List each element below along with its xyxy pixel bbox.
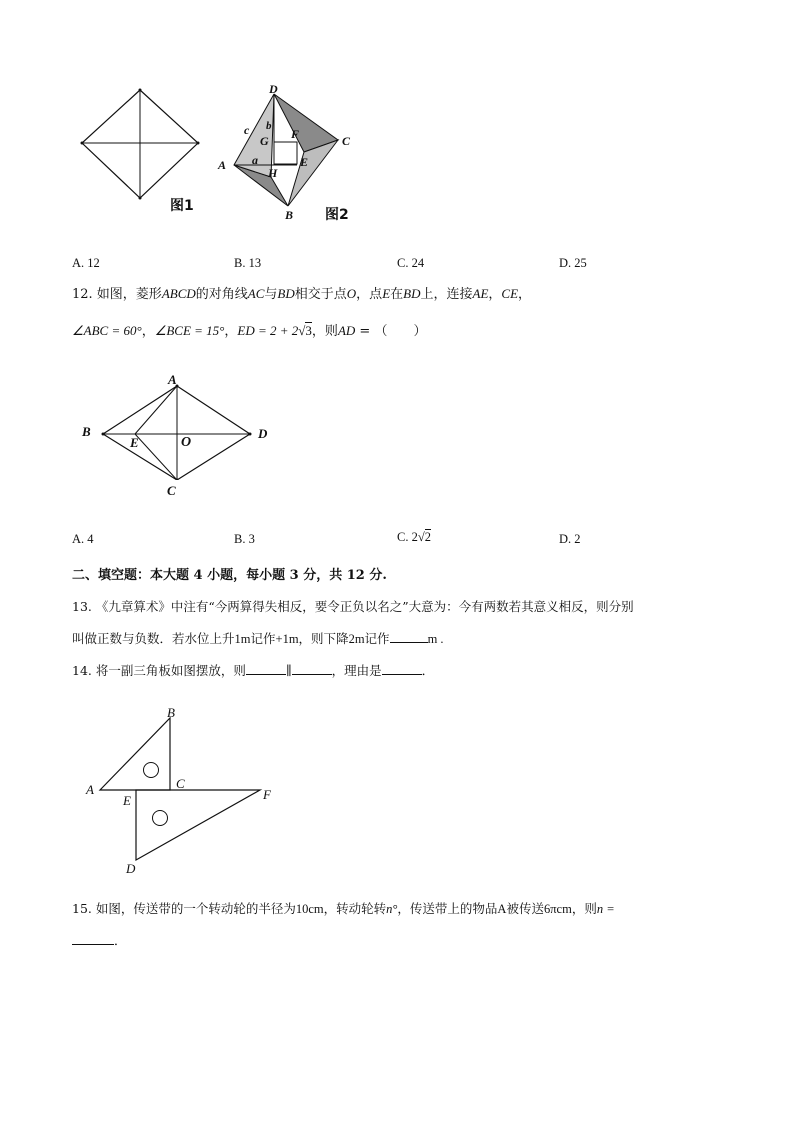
q12-prefix: 12. 如图，菱形	[72, 287, 162, 302]
q14-label-E: E	[123, 793, 131, 808]
q12-then: ，则	[311, 324, 338, 339]
q14-line	[72, 662, 434, 680]
q12-option-a: A. 4	[72, 532, 94, 546]
fig2-label-F: F	[291, 127, 300, 141]
q13-answer-blank[interactable]	[390, 630, 428, 643]
q12-label-C: C	[167, 483, 176, 498]
q15-text-g: 被传送	[506, 901, 544, 916]
q13-plus-1m: +1m	[275, 632, 299, 646]
q14-blank-3[interactable]	[382, 662, 422, 675]
q13-unit: m .	[427, 632, 444, 646]
q12-option-b: B. 3	[234, 532, 255, 546]
q12-e: E	[382, 286, 391, 301]
fig2-label-E: E	[300, 155, 309, 169]
q12-rhombus-figure	[95, 380, 268, 480]
q12-text-h: ，	[518, 287, 532, 302]
figure-2-zhao-shuang-diagram	[212, 78, 362, 223]
q14-mid: ，理由是	[331, 663, 382, 678]
q12-line-2	[72, 322, 426, 341]
fig2-label-C: C	[342, 134, 351, 148]
q15-line-1	[72, 900, 615, 918]
q15-text-a: 15. 如图，传送带的一个转动轮的半径为	[72, 901, 296, 916]
q15-end: ．	[114, 933, 127, 948]
q13-line-1: 13. 《九章算术》中注有“今两算得失相反，要令正负以名之”大意为：今有两数若其意义相反，则分别	[72, 599, 634, 614]
q13-text-c: 记作	[250, 631, 276, 646]
q12-option-c	[397, 530, 431, 545]
q12-option-c-radicand: 2	[424, 530, 431, 544]
q14-blank-1[interactable]	[246, 662, 286, 675]
q14-label-B: B	[167, 705, 175, 720]
q12-option-d: D. 2	[559, 532, 581, 546]
fig2-label-b: b	[266, 120, 272, 132]
figure-1-square-diagonals	[70, 80, 220, 230]
fig2-label-H: H	[268, 166, 278, 180]
q15-text-i: ，则	[571, 901, 597, 916]
q15-item-a: A	[497, 902, 507, 916]
q15-radius: 10cm	[295, 902, 324, 916]
fig2-label-c: c	[244, 123, 250, 137]
q14-prefix: 14. 将一副三角板如图摆放，则	[72, 663, 246, 678]
q12-text-f: 上，连接	[420, 287, 473, 302]
q14-label-F: F	[263, 787, 271, 802]
q12-angle-abc: ∠ABC = 60°	[72, 323, 142, 338]
fig2-label-G: G	[260, 134, 269, 148]
q11-option-a: A. 12	[72, 256, 100, 270]
q14-set-squares-figure	[90, 700, 280, 870]
q12-sqrt-radicand: 3	[305, 323, 312, 338]
q13-text-e: ，则下降	[298, 631, 349, 646]
q15-answer-blank[interactable]	[72, 932, 114, 945]
q15-distance: 6πcm	[543, 902, 572, 916]
q14-label-D: D	[126, 861, 136, 876]
q12-option-c-sqrt: √2	[417, 530, 431, 544]
q13-text-a: 叫做正数与负数．若水位上升	[72, 631, 235, 646]
q12-text-d: ，点	[356, 287, 383, 302]
q15-text-e: ，传送带上的物品	[397, 901, 498, 916]
q11-option-b: B. 13	[234, 256, 262, 270]
q12-label-O: O	[181, 435, 192, 450]
q12-angle-bce: ∠BCE = 15°	[154, 323, 225, 338]
q12-text-e: 在	[390, 287, 404, 302]
figure-1-caption: 图1	[170, 198, 194, 214]
q12-sqrt-3: √3	[298, 323, 312, 338]
q12-label-E: E	[130, 435, 139, 450]
q13-1m: 1m	[234, 632, 251, 646]
q11-option-c: C. 24	[397, 256, 425, 270]
q12-option-c-text: C. 2	[397, 530, 418, 544]
q12-eq: = （ ）	[355, 324, 427, 339]
q13-text-g: 记作	[364, 631, 390, 646]
q12-ad: AD	[337, 323, 356, 338]
q12-sep-2: ，	[224, 324, 238, 339]
q12-text-a: 的对角线	[195, 287, 248, 302]
q13-line-2	[72, 630, 444, 648]
q12-abcd: ABCD	[161, 286, 196, 301]
q12-ac: AC	[247, 286, 265, 301]
fig2-label-D: D	[269, 82, 278, 96]
q14-label-C: C	[176, 776, 185, 791]
section-2-heading: 二、填空题：本大题 4 小题，每小题 3 分，共 12 分.	[72, 568, 387, 583]
q12-text-b: 与	[264, 287, 278, 302]
q12-text-g: ，	[488, 287, 502, 302]
fig2-label-B: B	[285, 208, 294, 222]
q12-label-D: D	[258, 426, 268, 441]
q15-line-2	[72, 932, 127, 950]
q14-parallel: ∥	[285, 663, 292, 678]
q15-n-degrees: n°	[386, 902, 398, 916]
q15-text-c: ，转动轮转	[323, 901, 387, 916]
q12-sep-1: ，	[141, 324, 155, 339]
q14-blank-2[interactable]	[292, 662, 332, 675]
q14-label-A: A	[86, 782, 94, 797]
q14-end: ．	[421, 663, 435, 678]
q12-bd: BD	[277, 286, 295, 301]
q11-option-d: D. 25	[559, 256, 587, 270]
q15-n-equals: n =	[596, 902, 615, 916]
q13-2m: 2m	[348, 632, 365, 646]
q12-text-c: 相交于点	[294, 287, 347, 302]
fig2-label-A: A	[218, 158, 227, 172]
q12-label-B: B	[82, 424, 91, 439]
q12-bd2: BD	[403, 286, 421, 301]
q12-line-1	[72, 285, 531, 304]
q12-ce: CE	[501, 286, 519, 301]
fig2-label-a: a	[252, 153, 258, 167]
q12-o: O	[346, 286, 357, 301]
figure-2-caption: 图2	[325, 207, 349, 223]
q12-label-A: A	[168, 372, 177, 387]
q12-ed: ED = 2 + 2	[237, 323, 299, 338]
q12-ae: AE	[472, 286, 489, 301]
